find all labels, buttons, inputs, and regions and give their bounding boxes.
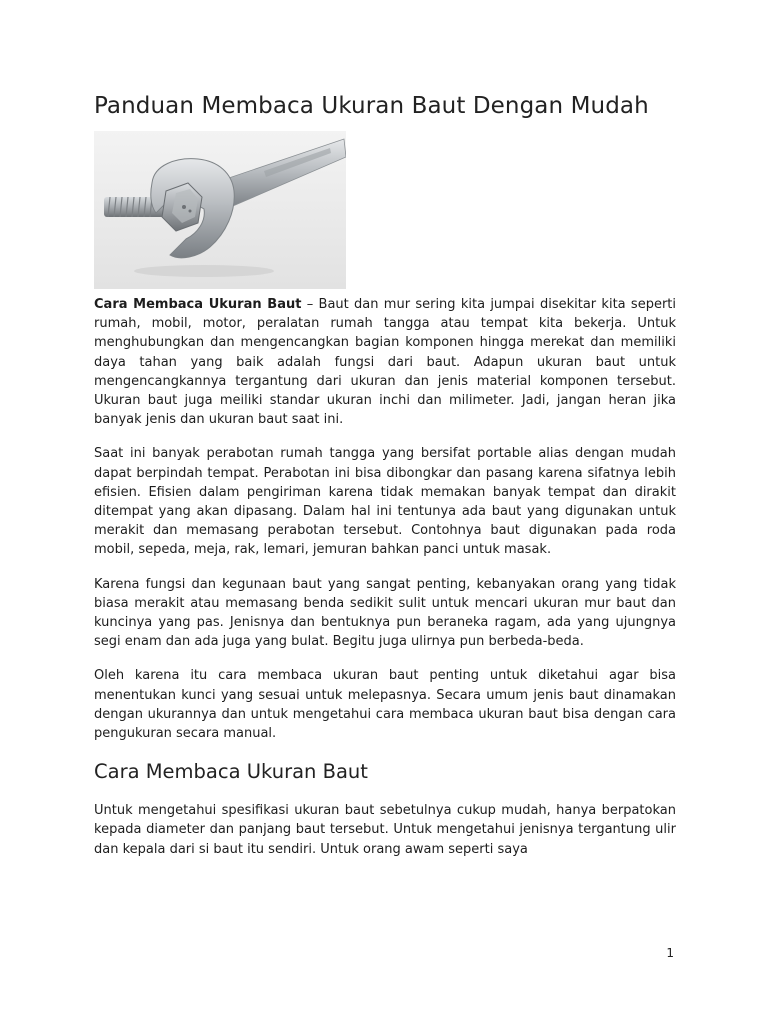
body-paragraph-2: Karena fungsi dan kegunaan baut yang sangat penting, kebanyakan orang yang tidak biasa merakit atau memasang benda sedikit sulit untuk mencari ukuran mur baut dan kuncinya yang pas. Jenisnya dan bentuknya pun beraneka ragam, ada yang ujungnya segi enam dan ada juga yang bulat. Begitu juga ulirnya pun berbeda-beda.	[94, 576, 676, 650]
document-title: Panduan Membaca Ukuran Baut Dengan Mudah	[94, 93, 649, 119]
intro-lead: Cara Membaca Ukuran Baut	[94, 297, 302, 312]
intro-text: – Baut dan mur sering kita jumpai disekitar kita seperti rumah, mobil, motor, peralatan rumah tangga atau tempat kita bekerja. Untuk menghubungkan dan mengencangkan bagian komponen hingga merekat dan memiliki daya tahan yang baik adalah fungsi dari baut. Adapun ukuran baut untuk mengencangkannya tergantung dari ukuran dan jenis material komponen tersebut. Ukuran baut juga meiliki standar ukuran inchi dan milimeter. Jadi, jangan heran jika banyak jenis dan ukuran baut saat ini.	[94, 297, 676, 428]
intro-paragraph	[94, 295, 676, 429]
section-paragraph: Untuk mengetahui spesifikasi ukuran baut sebetulnya cukup mudah, hanya berpatokan kepada diameter dan panjang baut tersebut. Untuk mengetahui jenisnya tergantung ulir dan kepala dari si baut itu sendiri. Untuk orang awam seperti saya	[94, 803, 676, 857]
wrench-on-bolt-photo	[94, 131, 346, 289]
section-heading: Cara Membaca Ukuran Baut	[94, 760, 368, 784]
body-paragraph-3: Oleh karena itu cara membaca ukuran baut penting untuk diketahui agar bisa menentukan kunci yang sesuai untuk melepasnya. Secara umum jenis baut dinamakan dengan ukurannya dan untuk mengetahui cara membaca ukuran baut bisa dengan cara pengukuran secara manual.	[94, 668, 676, 742]
page-number: 1	[666, 946, 674, 960]
body-paragraph-1: Saat ini banyak perabotan rumah tangga yang bersifat portable alias dengan mudah dapat berpindah tempat. Perabotan ini bisa dibongkar dan pasang karena sifatnya lebih efisien. Efisien dalam pengiriman karena tidak memakan banyak tempat dan dirakit ditempat yang akan dipasang. Dalam hal ini tentunya ada baut yang digunakan untuk merakit dan memasang perabotan tersebut. Contohnya baut digunakan pada roda mobil, sepeda, meja, rak, lemari, jemuran bahkan panci untuk masak.	[94, 446, 676, 558]
page-content	[94, 90, 676, 859]
